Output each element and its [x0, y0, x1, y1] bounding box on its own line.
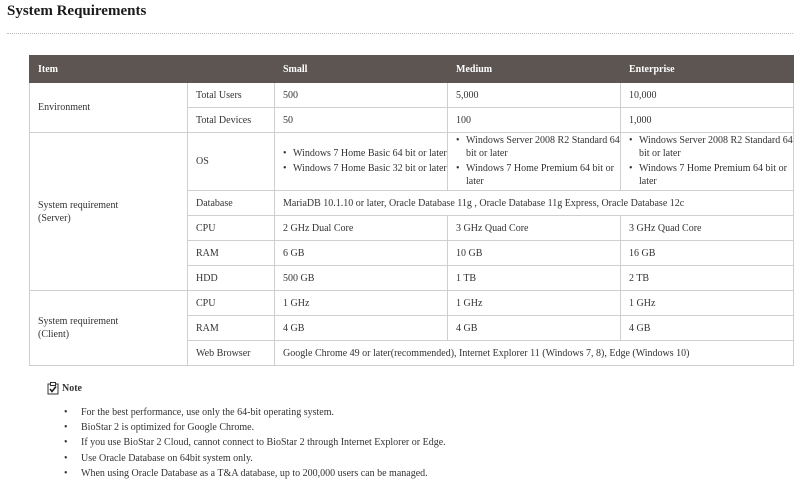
cell-enterprise: 3 GHz Quad Core [621, 216, 794, 241]
header-sub [188, 56, 275, 83]
cell-medium [448, 133, 621, 191]
list-item: • Use Oracle Database on 64bit system only. [64, 451, 446, 466]
header-enterprise: Enterprise [621, 56, 794, 83]
list-item: • Windows 7 Home Basic 32 bit or later [283, 162, 447, 175]
os-list [456, 134, 620, 188]
cell-enterprise: 1 GHz [621, 291, 794, 316]
note-heading [47, 382, 82, 395]
table-row [30, 133, 794, 191]
os-list [629, 134, 793, 188]
row-label: RAM [188, 241, 275, 266]
cell-medium: 3 GHz Quad Core [448, 216, 621, 241]
row-label: RAM [188, 316, 275, 341]
list-item: • Windows Server 2008 R2 Standard 64 bit or later [456, 134, 620, 160]
note-title: Note [62, 383, 82, 394]
cell-web-browser: Google Chrome 49 or later(recommended), Internet Explorer 11 (Windows 7, 8), Edge (Windows 10) [275, 341, 794, 366]
group-label-line1: System requirement [38, 199, 119, 211]
cell-database: MariaDB 10.1.10 or later, Oracle Database 11g , Oracle Database 11g Express, Oracle Database 12c [275, 191, 794, 216]
cell-small: 2 GHz Dual Core [275, 216, 448, 241]
list-item: • Windows Server 2008 R2 Standard 64 bit or later [629, 134, 793, 160]
cell-enterprise [621, 133, 794, 191]
note-section [47, 382, 82, 395]
note-list [64, 405, 446, 481]
row-label: Web Browser [188, 341, 275, 366]
cell-medium: 1 TB [448, 266, 621, 291]
cell-medium: 100 [448, 108, 621, 133]
cell-small [275, 133, 448, 191]
row-label: CPU [188, 291, 275, 316]
cell-medium: 4 GB [448, 316, 621, 341]
table-row [30, 83, 794, 108]
cell-small: 50 [275, 108, 448, 133]
cell-small: 500 GB [275, 266, 448, 291]
cell-medium: 10 GB [448, 241, 621, 266]
group-client [30, 291, 188, 366]
cell-enterprise: 2 TB [621, 266, 794, 291]
cell-small: 1 GHz [275, 291, 448, 316]
cell-medium: 5,000 [448, 83, 621, 108]
row-label: HDD [188, 266, 275, 291]
group-label-line2: (Client) [38, 329, 70, 340]
cell-enterprise: 4 GB [621, 316, 794, 341]
checklist-icon [47, 382, 59, 395]
cell-enterprise: 10,000 [621, 83, 794, 108]
list-item: • When using Oracle Database as a T&A database, up to 200,000 users can be managed. [64, 466, 446, 481]
title-divider [7, 33, 793, 34]
group-label-line1: System requirement [38, 316, 119, 327]
cell-small: 4 GB [275, 316, 448, 341]
list-item: • Windows 7 Home Basic 64 bit or later [283, 147, 447, 160]
list-item: • Windows 7 Home Premium 64 bit or later [456, 162, 620, 188]
list-item: • For the best performance, use only the 64-bit operating system. [64, 405, 446, 420]
row-label: CPU [188, 216, 275, 241]
page-title: System Requirements [7, 3, 147, 19]
header-medium: Medium [448, 56, 621, 83]
cell-small: 6 GB [275, 241, 448, 266]
cell-small: 500 [275, 83, 448, 108]
table-row [30, 291, 794, 316]
requirements-table [29, 55, 794, 366]
list-item: • BioStar 2 is optimized for Google Chrome. [64, 420, 446, 435]
header-item: Item [30, 56, 188, 83]
group-label-line2: (Server) [38, 212, 71, 224]
table-header-row [30, 56, 794, 83]
os-list [283, 147, 447, 175]
row-label: Total Users [188, 83, 275, 108]
group-environment: Environment [30, 83, 188, 133]
header-small: Small [275, 56, 448, 83]
group-server [30, 133, 188, 291]
cell-enterprise: 1,000 [621, 108, 794, 133]
row-label: Total Devices [188, 108, 275, 133]
row-label: OS [188, 133, 275, 191]
row-label: Database [188, 191, 275, 216]
list-item: • If you use BioStar 2 Cloud, cannot connect to BioStar 2 through Internet Explorer or Edge. [64, 435, 446, 450]
cell-enterprise: 16 GB [621, 241, 794, 266]
cell-medium: 1 GHz [448, 291, 621, 316]
list-item: • Windows 7 Home Premium 64 bit or later [629, 162, 793, 188]
